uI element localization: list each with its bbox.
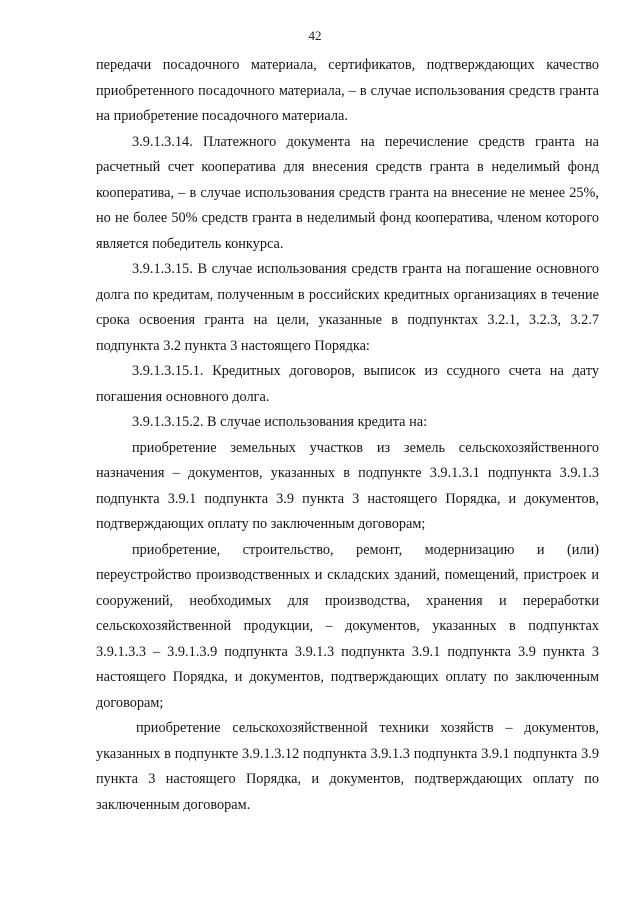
page-number: 42: [308, 28, 322, 43]
paragraph-3-9-1-3-15-2: 3.9.1.3.15.2. В случае использования кредита на:: [132, 414, 428, 430]
paragraph-machinery: приобретение сельскохозяйственной техники хозяйств – документов, указанных в подпункте 3.9.1.3.12 подпункта 3.9.1.3 подпункта 3.9.1 подпункта 3.9 пункта 3 настоящего Порядка, и документов, подтверждающих оплату по заключенным договорам.: [96, 720, 599, 813]
paragraph-3-9-1-3-15-1: 3.9.1.3.15.1. Кредитных договоров, выписок из ссудного счета на дату погашения основного долга.: [96, 363, 599, 405]
paragraph-construction: приобретение, строительство, ремонт, модернизацию и (или) переустройство производственных и складских зданий, помещений, пристроек и сооружений, необходимых для производства, хранения и переработки сельскохозяйственной продукции, – документов, указанных в подпунктах 3.9.1.3.3 – 3.9.1.3.9 подпункта 3.9.1.3 подпункта 3.9.1 подпункта 3.9 пункта 3 настоящего Порядка, и документов, подтверждающих оплату по заключенным договорам;: [96, 541, 599, 711]
paragraph-3-9-1-3-15: 3.9.1.3.15. В случае использования средств гранта на погашение основного долга по кредитам, полученным в российских кредитных организациях в течение срока освоения гранта на цели, указанные в подпунктах 3.2.1, 3.2.3, 3.2.7 подпункта 3.2 пункта 3 настоящего Порядка:: [96, 261, 599, 354]
paragraph-3-9-1-3-14: 3.9.1.3.14. Платежного документа на перечисление средств гранта на расчетный счет кооператива для внесения средств гранта в неделимый фонд кооператива, – в случае использования средств гранта на внесение не менее 25%, но не более 50% средств гранта в неделимый фонд кооператива, членом которого является победитель конкурса.: [96, 133, 599, 252]
paragraph-land-acquisition: приобретение земельных участков из земель сельскохозяйственного назначения – документов, указанных в подпункте 3.9.1.3.1 подпункта 3.9.1.3 подпункта 3.9.1 подпункта 3.9 пункта 3 настоящего Порядка, и документов, подтверждающих оплату по заключенным договорам;: [96, 439, 599, 532]
document-body: [96, 53, 599, 818]
paragraph-continuation: передачи посадочного материала, сертификатов, подтверждающих качество приобретенного посадочного материала, – в случае использования средств гранта на приобретение посадочного материала.: [96, 57, 599, 124]
